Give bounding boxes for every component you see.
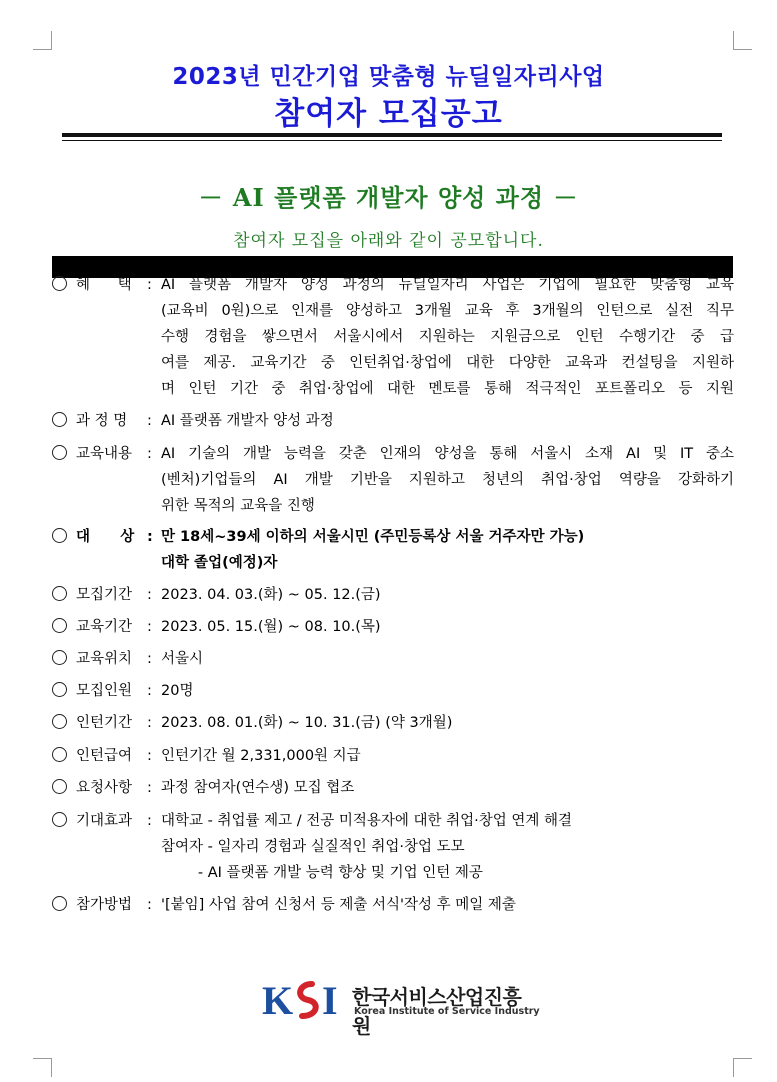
item-value [161,441,734,519]
value-line: 서울시 [161,651,204,667]
item-colon: : [147,529,153,545]
value-line: 참여자 - 일자리 경험과 실질적인 취업·창업 도모 [161,839,465,855]
value-line: 며 인턴 기간 중 취업·창업에 대한 멘토를 통해 적극적인 포트폴리오 등 지원 [161,381,734,397]
bullet-circle [52,614,74,640]
item-colon: : [147,748,152,764]
item-colon: : [147,897,152,913]
item-value [161,614,734,640]
value-line: 2023. 05. 15.(월) ~ 08. 10.(목) [161,619,381,635]
title-line-2: 참여자 모집공고 [274,96,503,132]
value-line: 수행 경험을 쌓으면서 서울시에서 지원하는 지원금으로 인턴 수행기간 중 급 [161,329,734,345]
item-label: 기대효과 [76,813,133,829]
item-label: 모집기간 [76,587,133,603]
value-line: AI 기술의 개발 능력을 갖춘 인재의 양성을 통해 서울시 소재 AI 및 IT 중소 [161,446,734,462]
crop-mark-top-left [33,31,52,50]
value-line: 인턴기간 월 2,331,000원 지급 [161,748,361,764]
value-line: 대학교 - 취업률 제고 / 전공 미적용자에 대한 취업·창업 연계 해결 [161,813,572,829]
value-line: (교육비 0원)으로 인재를 양성하고 3개월 교육 후 3개월의 인턴으로 실전 직무 [161,303,734,319]
value-line: (벤처)기업들의 AI 개발 기반을 지원하고 청년의 취업·창업 역량을 강화하기 [161,472,734,488]
item-value [161,808,734,886]
bullet-circle [52,710,74,736]
logo-letter-s [300,984,316,1016]
title-rule-thin [62,140,722,141]
value-line: 만 18세~39세 이하의 서울시민 (주민등록상 서울 거주자만 가능) [161,529,585,545]
org-name-ko: 한국서비스산업진흥원 [352,985,522,1038]
bullet-circle [52,678,74,704]
value-line: '[붙임] 사업 참여 신청서 등 제출 서식'작성 후 메일 제출 [161,897,516,913]
item-value [161,272,734,402]
item-colon: : [147,813,152,829]
item-label: 인턴급여 [76,748,133,764]
crop-mark-bottom-right [733,1058,752,1077]
item-label: 요청사항 [76,780,133,796]
value-line: 대학 졸업(예정)자 [161,555,278,571]
bullet-circle [52,524,74,550]
item-value [161,582,734,608]
title-line-1: 2023년 민간기업 맞춤형 뉴딜일자리사업 [172,64,605,90]
bullet-circle [52,646,74,672]
item-value [161,710,734,736]
item-label: 모집인원 [76,683,133,699]
item-label: 참가방법 [76,897,133,913]
value-line: 여를 제공. 교육기간 중 인턴취업·창업에 대한 다양한 교육과 컨설팅을 지원하 [161,355,734,371]
item-colon: : [147,277,152,293]
course-subtitle: － AI 플랫폼 개발자 양성 과정 － [198,183,579,212]
item-value [161,775,734,801]
item-colon: : [147,715,152,731]
value-line: 20명 [161,683,194,699]
value-line: 2023. 08. 01.(화) ~ 10. 31.(금) (약 3개월) [161,715,453,731]
bullet-circle [52,408,74,434]
bullet-circle [52,743,74,769]
bullet-circle [52,775,74,801]
item-label: 인턴기간 [76,715,133,731]
item-value [161,646,734,672]
ksi-logo [262,978,540,1038]
item-colon: : [147,587,152,603]
bullet-circle [52,441,74,467]
bullet-circle [52,582,74,608]
value-line: AI 플랫폼 개발자 양성 과정 [161,413,334,429]
value-line: 과정 참여자(연수생) 모집 협조 [161,780,355,796]
item-value [161,743,734,769]
item-label: 교육기간 [76,619,133,635]
intro-text: 참여자 모집을 아래와 같이 공모합니다. [233,231,544,251]
item-value [161,892,734,918]
item-colon: : [147,683,152,699]
item-colon: : [147,446,152,462]
item-label: 교육위치 [76,651,133,667]
title-rule-thick [62,133,722,137]
item-colon: : [147,651,152,667]
item-label: 과 정 명 [76,413,128,429]
value-line: - AI 플랫폼 개발 능력 향상 및 기업 인턴 제공 [161,865,483,881]
bullet-circle [52,272,74,298]
item-value [161,524,734,576]
item-label: 혜 택 [76,277,132,293]
logo-letter-i: I [322,978,338,1020]
bullet-circle [52,892,74,918]
crop-mark-top-right [733,31,752,50]
org-name-en: Korea Institute of Service Industry [354,1006,540,1017]
value-line: 2023. 04. 03.(화) ~ 05. 12.(금) [161,587,381,603]
item-label: 대 상 [76,529,135,545]
item-label: 교육내용 [76,446,133,462]
item-colon: : [147,413,152,429]
crop-mark-bottom-left [33,1058,52,1077]
item-value [161,678,734,704]
item-colon: : [147,619,152,635]
value-line: 위한 목적의 교육을 진행 [161,498,315,514]
bullet-circle [52,808,74,834]
logo-letter-k: K [262,978,294,1020]
item-value [161,408,734,434]
value-line: AI 플랫폼 개발자 양성 과정의 뉴딜일자리 사업은 기업에 필요한 맞춤형 교육 [161,277,734,293]
ksi-logo-mark [262,978,344,1020]
item-colon: : [147,780,152,796]
